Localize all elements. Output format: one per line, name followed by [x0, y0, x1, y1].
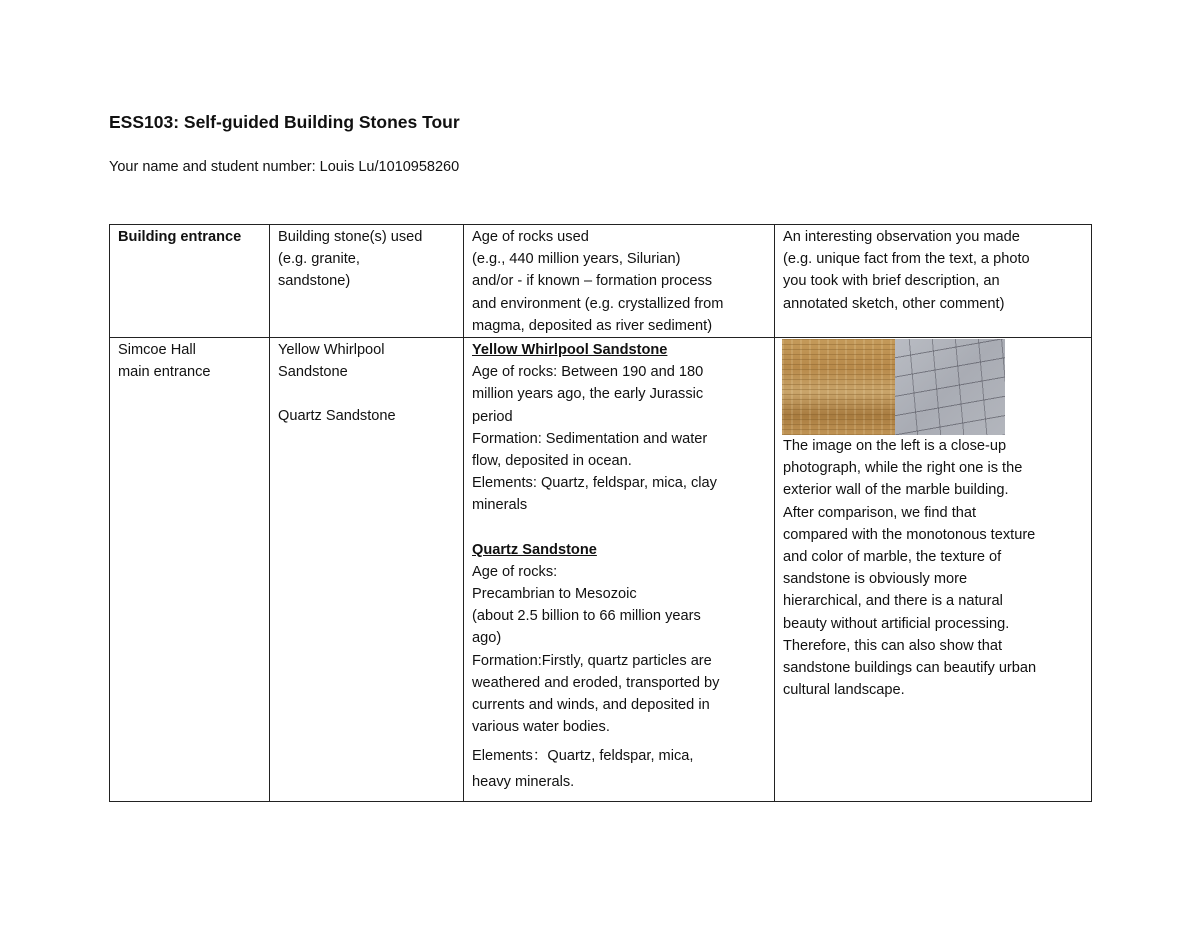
- header-building-stones: Building stone(s) used (e.g. granite, sandstone): [270, 225, 464, 338]
- marble-wall-photo: [895, 339, 1005, 435]
- quartz-sandstone-heading: Quartz Sandstone: [472, 541, 597, 558]
- page-title: ESS103: Self-guided Building Stones Tour: [109, 112, 460, 132]
- cell-building-entrance: Simcoe Hall main entrance: [110, 338, 270, 802]
- sandstone-close-up-photo: [782, 339, 895, 435]
- table-header-row: [110, 225, 1092, 338]
- yellow-whirlpool-heading: Yellow Whirlpool Sandstone: [472, 342, 668, 359]
- header-building-entrance: Building entrance: [110, 225, 270, 338]
- name-and-student-number: Your name and student number: Louis Lu/1010958260: [109, 159, 460, 175]
- cell-building-stones: Yellow Whirlpool Sandstone Quartz Sandstone: [270, 338, 464, 802]
- cell-age-of-rocks: Yellow Whirlpool Sandstone Age of rocks: Between 190 and 180 million years ago, the early Jurassic period Formation: Sedimentation and water flow, deposited in ocean. Elements: Quartz, feldspar, mica, clay minerals Quartz Sandstone Age of rocks: Precambrian to Mesozoic (about 2.5 billion to 66 million years ago) Formation:Firstly, quartz particles are weathered and eroded, transported by currents and winds, and deposited in various water bodies. Elements：Quartz, feldspar, mica, heavy minerals.: [464, 338, 775, 802]
- header-observation: An interesting observation you made (e.g. unique fact from the text, a photo you took with brief description, an annotated sketch, other comment): [775, 225, 1092, 338]
- cell-observation: The image on the left is a close-up photograph, while the right one is the exterior wall of the marble building. After comparison, we find that compared with the monotonous texture and color of marble, the texture of sandstone is obviously more hierarchical, and there is a natural beauty without artificial processing. Therefore, this can also show that sandstone buildings can beautify urban cultural landscape.: [775, 338, 1092, 802]
- building-stones-table: [109, 224, 1092, 802]
- header-age-of-rocks: Age of rocks used (e.g., 440 million years, Silurian) and/or - if known – formation process and environment (e.g. crystallized from magma, deposited as river sediment): [464, 225, 775, 338]
- table-row: [110, 338, 1092, 802]
- photo-pair: [782, 339, 1091, 435]
